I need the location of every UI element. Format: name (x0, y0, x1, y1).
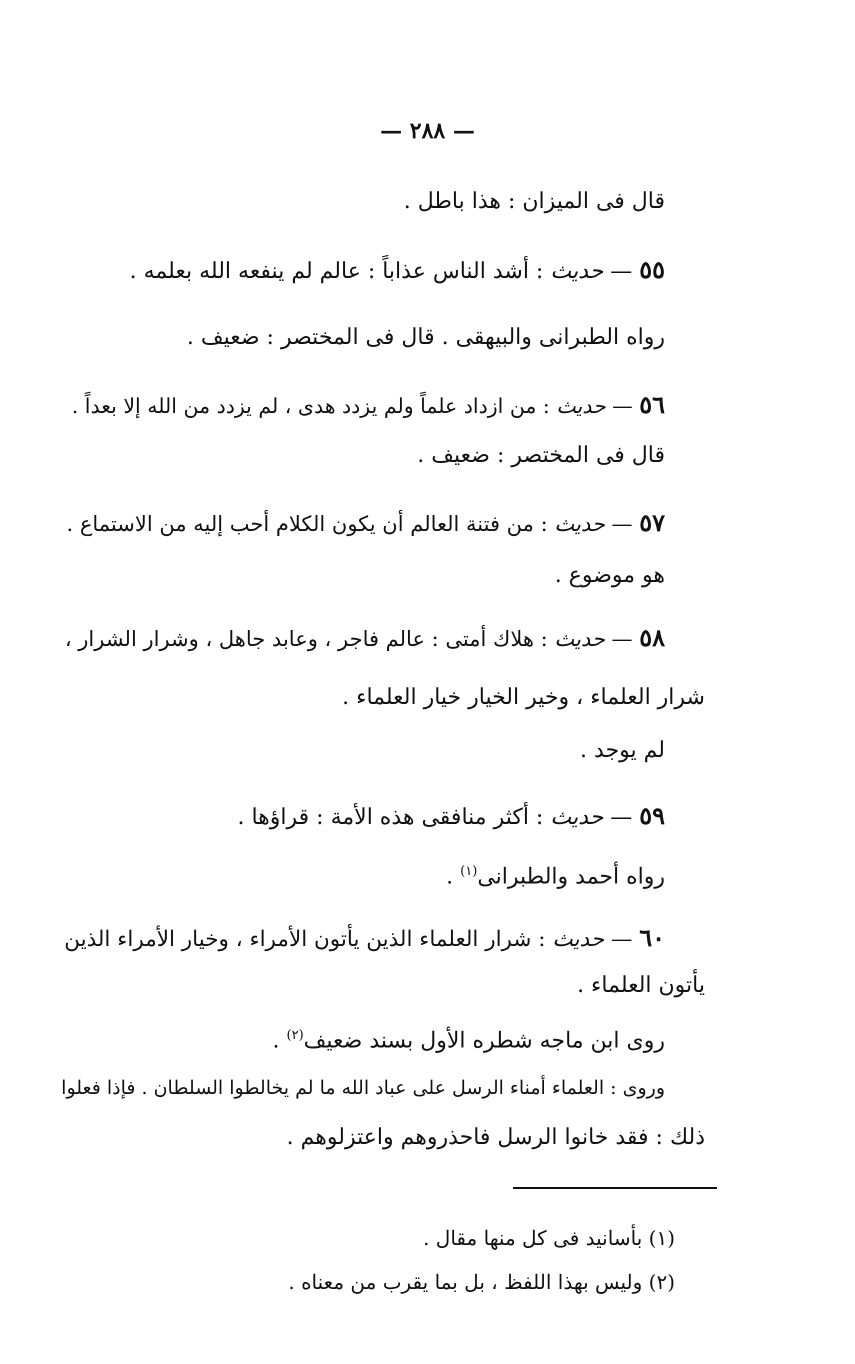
text-line-content: روى ابن ماجه شطره الأول بسند ضعيف (303, 1028, 665, 1054)
dash: — (611, 627, 633, 651)
text-line: رواه الطبرانى والبيهقى . قال فى المختصر : ضعيف . (186, 325, 665, 350)
hadith-59 (237, 800, 665, 834)
text-line: شرار العلماء ، وخير الخيار خيار العلماء . (342, 685, 705, 710)
text-line: ذلك : فقد خانوا الرسل فاحذروهم واعتزلوهم . (286, 1125, 705, 1150)
hadith-label: حديث (552, 927, 605, 952)
hadith-label: حديث (556, 394, 606, 418)
footnote-ref-1[interactable]: (١) (460, 864, 478, 879)
hadith-text: : أكثر منافقى هذه الأمة : قراؤها . (237, 805, 544, 830)
text-line: يأتون العلماء . (577, 973, 705, 998)
footnote-1: (١) بأسانيد فى كل منها مقال . (423, 1226, 675, 1250)
hadith-text: : هلاك أمتى : عالم فاجر ، وعابد جاهل ، وشرار الشرار ، (64, 627, 548, 651)
hadith-number: ٥٨ (639, 623, 665, 652)
dash: — (610, 259, 633, 284)
hadith-text: : من ازداد علماً ولم يزدد هدى ، لم يزدد من الله إلا بعداً . (71, 394, 550, 418)
hadith-text: : من فتنة العالم أن يكون الكلام أحب إليه من الاستماع . (66, 512, 548, 536)
hadith-55 (130, 254, 665, 288)
text-line: وروى : العلماء أمناء الرسل على عباد الله ما لم يخالطوا السلطان . فإذا فعلوا (61, 1077, 665, 1099)
text-line: قال فى الميزان : هذا باطل . (403, 189, 665, 214)
footnote-ref-2[interactable]: (٢) (286, 1028, 304, 1043)
hadith-57 (67, 507, 666, 540)
hadith-label: حديث (554, 627, 605, 651)
hadith-label: حديث (554, 512, 605, 536)
hadith-number: ٥٧ (639, 508, 665, 537)
hadith-number: ٥٩ (639, 801, 665, 830)
dash: — (612, 394, 633, 418)
hadith-label: حديث (550, 805, 604, 830)
text-line (446, 856, 665, 893)
hadith-number: ٥٥ (639, 255, 665, 284)
hadith-text: : أشد الناس عذاباً : عالم لم ينفعه الله بعلمه . (129, 259, 544, 284)
text-line: قال فى المختصر : ضعيف . (417, 443, 665, 468)
hadith-58 (65, 622, 665, 655)
hadith-60 (64, 922, 665, 956)
hadith-label: حديث (550, 259, 604, 284)
text-line (273, 1020, 666, 1057)
dash: — (610, 927, 633, 952)
hadith-number: ٥٦ (639, 390, 665, 419)
text-line: هو موضوع . (554, 563, 665, 588)
footnote-2: (٢) وليس بهذا اللفظ ، بل بما يقرب من معناه . (288, 1270, 675, 1294)
hadith-text: : شرار العلماء الذين يأتون الأمراء ، وخيار الأمراء الذين (64, 927, 546, 952)
text-line-content: رواه أحمد والطبرانى (477, 864, 665, 890)
footnote-separator (513, 1187, 717, 1189)
dash: — (611, 512, 633, 536)
text-line-end: . (446, 864, 461, 890)
text-line-end: . (272, 1028, 287, 1054)
dash: — (610, 805, 633, 830)
hadith-number: ٦٠ (639, 923, 665, 952)
text-line: لم يوجد . (580, 738, 665, 763)
page-number: — ٢٨٨ — (380, 118, 475, 144)
hadith-56 (72, 389, 665, 422)
